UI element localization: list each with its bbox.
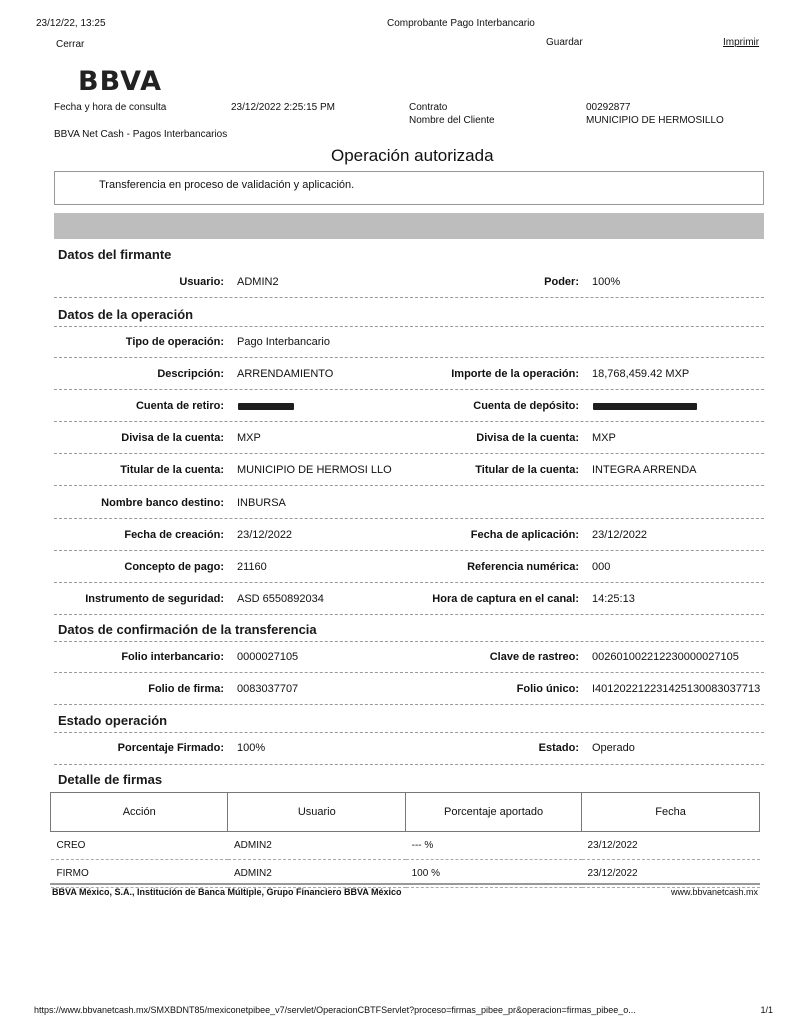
concepto-label: Concepto de pago:	[124, 561, 224, 573]
power-label: Poder:	[544, 276, 579, 288]
row-divider	[54, 518, 764, 519]
status-message-box	[54, 171, 764, 205]
row-divider	[54, 297, 764, 298]
footer-divider	[50, 883, 760, 885]
banco-label: Nombre banco destino:	[101, 497, 224, 509]
hora-value: 14:25:13	[592, 593, 635, 605]
client-value: MUNICIPIO DE HERMOSILLO	[586, 115, 724, 126]
consult-value: 23/12/2022 2:25:15 PM	[231, 102, 335, 113]
importe-value: 18,768,459.42 MXP	[592, 368, 690, 380]
importe-label: Importe de la operación:	[451, 368, 579, 380]
tipo-value: Pago Interbancario	[237, 336, 330, 348]
tipo-label: Tipo de operación:	[125, 336, 224, 348]
creacion-label: Fecha de creación:	[124, 529, 224, 541]
porcentaje-value: 100%	[237, 742, 266, 754]
save-link[interactable]: Guardar	[546, 37, 583, 48]
row-divider	[54, 704, 764, 705]
section-firmante: Datos del firmante	[58, 247, 172, 262]
row-divider	[54, 453, 764, 454]
signatures-table	[50, 792, 760, 888]
rastreo-value: 002601002212230000027105	[592, 651, 739, 663]
page-title: Operación autorizada	[331, 146, 494, 165]
instrumento-value: ASD 6550892034	[237, 593, 324, 605]
concepto-value: 21160	[237, 561, 267, 573]
hora-label: Hora de captura en el canal:	[432, 593, 579, 605]
desc-label: Descripción:	[157, 368, 224, 380]
col-usuario: Usuario	[228, 793, 406, 832]
creacion-value: 23/12/2022	[237, 529, 293, 541]
table-row	[51, 832, 760, 860]
status-message: Transferencia en proceso de validación y aplicación.	[99, 179, 355, 191]
titular-label: Titular de la cuenta:	[120, 464, 224, 476]
estado-label: Estado:	[538, 742, 579, 754]
footer-legal: BBVA México, S.A., Institución de Banca Múltiple, Grupo Financiero BBVA México	[52, 887, 402, 897]
row-divider	[54, 672, 764, 673]
row-divider	[54, 326, 764, 327]
divisa2-value: MXP	[592, 432, 616, 444]
contract-label: Contrato	[409, 102, 448, 113]
referencia-label: Referencia numérica:	[467, 561, 579, 573]
print-page-number: 1/1	[760, 1005, 773, 1015]
folio-inter-label: Folio interbancario:	[121, 651, 224, 663]
folio-firma-value: 0083037707	[237, 683, 299, 695]
user-value: ADMIN2	[237, 276, 279, 288]
divisa-label: Divisa de la cuenta:	[121, 432, 224, 444]
redacted-account	[593, 403, 697, 410]
section-confirmacion: Datos de confirmación de la transferencia	[58, 622, 317, 637]
titular2-value: INTEGRA ARRENDA	[592, 464, 697, 476]
referencia-value: 000	[592, 561, 611, 573]
cell-porcentaje: --- %	[406, 832, 582, 860]
row-divider	[54, 550, 764, 551]
retiro-label: Cuenta de retiro:	[135, 400, 224, 412]
bbva-logo: BBVA	[78, 66, 163, 97]
print-link[interactable]: Imprimir	[723, 37, 760, 48]
instrumento-label: Instrumento de seguridad:	[85, 593, 224, 605]
contract-value: 00292877	[586, 102, 631, 113]
row-divider	[54, 357, 764, 358]
consult-label: Fecha y hora de consulta	[54, 102, 167, 113]
print-url: https://www.bbvanetcash.mx/SMXBDNT85/mexiconetpibee_v7/servlet/OperacionCBTFServlet?proceso=firmas_pibee_pr&operacion=firmas_pibee_o...	[34, 1005, 636, 1015]
redacted-account	[238, 403, 294, 410]
cell-fecha: 23/12/2022	[582, 860, 760, 888]
folio-firma-label: Folio de firma:	[148, 683, 224, 695]
row-divider	[54, 421, 764, 422]
aplicacion-value: 23/12/2022	[592, 529, 648, 541]
row-divider	[54, 485, 764, 486]
row-divider	[54, 641, 764, 642]
col-fecha: Fecha	[582, 793, 760, 832]
service-name: BBVA Net Cash - Pagos Interbancarios	[54, 129, 228, 140]
row-divider	[54, 614, 764, 615]
aplicacion-label: Fecha de aplicación:	[470, 529, 579, 541]
rastreo-label: Clave de rastreo:	[489, 651, 579, 663]
deposito-label: Cuenta de depósito:	[473, 400, 579, 412]
porcentaje-label: Porcentaje Firmado:	[117, 742, 224, 754]
cell-usuario: ADMIN2	[228, 832, 406, 860]
estado-value: Operado	[592, 742, 635, 754]
row-divider	[54, 389, 764, 390]
footer-site[interactable]: www.bbvanetcash.mx	[670, 887, 758, 897]
cell-fecha: 23/12/2022	[582, 832, 760, 860]
power-value: 100%	[592, 276, 621, 288]
divider-bar	[54, 213, 764, 239]
cell-usuario: ADMIN2	[228, 860, 406, 888]
row-divider	[54, 764, 764, 765]
folio-unico-value: I401202212231425130083037713	[592, 683, 761, 695]
close-link[interactable]: Cerrar	[56, 39, 85, 50]
row-divider	[54, 582, 764, 583]
divisa2-label: Divisa de la cuenta:	[476, 432, 579, 444]
section-firmas: Detalle de firmas	[58, 772, 163, 787]
divisa-value: MXP	[237, 432, 261, 444]
folio-unico-label: Folio único:	[516, 683, 579, 695]
row-divider	[54, 732, 764, 733]
section-operacion: Datos de la operación	[58, 307, 194, 322]
col-porcentaje: Porcentaje aportado	[406, 793, 582, 832]
user-label: Usuario:	[179, 276, 224, 288]
titular-value: MUNICIPIO DE HERMOSI LLO	[237, 464, 392, 476]
print-datetime: 23/12/22, 13:25	[36, 18, 106, 29]
cell-accion: CREO	[51, 832, 228, 860]
table-header-row	[51, 793, 760, 832]
cell-accion: FIRMO	[51, 860, 228, 888]
client-label: Nombre del Cliente	[409, 115, 495, 126]
folio-inter-value: 0000027105	[237, 651, 299, 663]
titular2-label: Titular de la cuenta:	[475, 464, 579, 476]
col-accion: Acción	[51, 793, 228, 832]
section-estado: Estado operación	[58, 713, 168, 728]
desc-value: ARRENDAMIENTO	[237, 368, 334, 380]
cell-porcentaje: 100 %	[406, 860, 582, 888]
print-doc-title: Comprobante Pago Interbancario	[387, 18, 535, 29]
banco-value: INBURSA	[237, 497, 286, 509]
